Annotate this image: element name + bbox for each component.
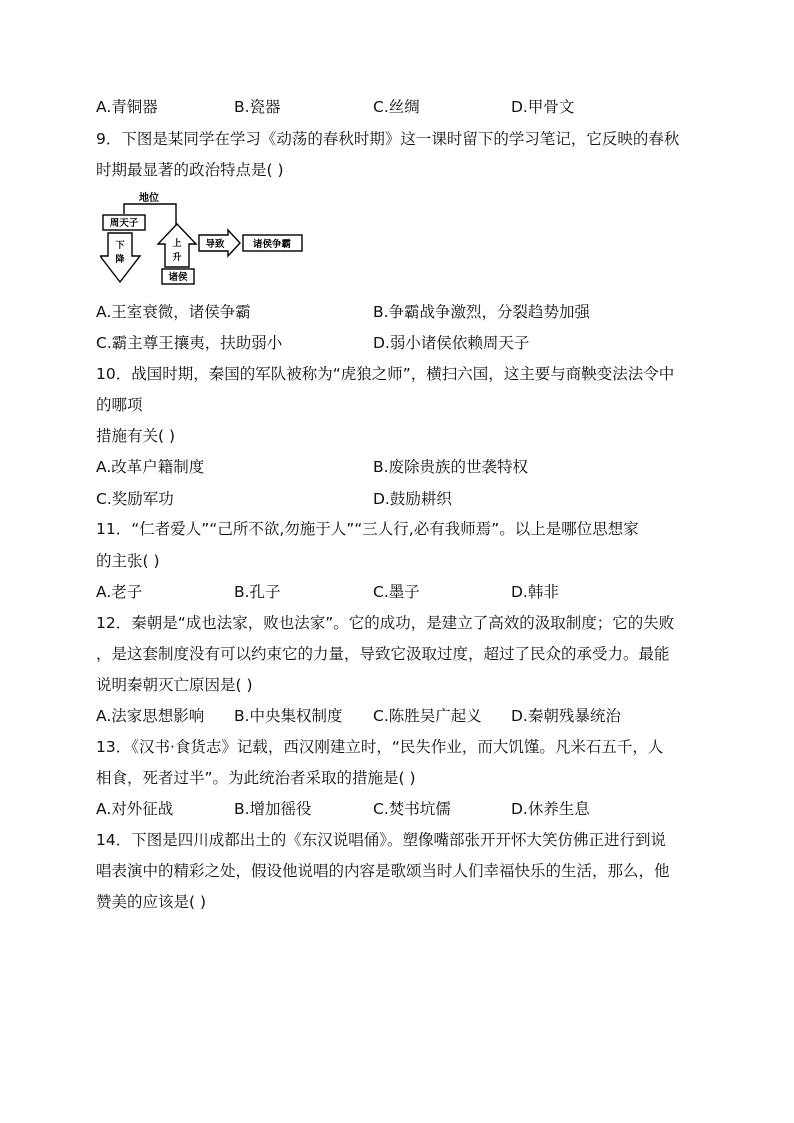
q10-stem-line3: 措施有关( ) — [96, 427, 176, 445]
q12-option-d: D.秦朝残暴统治 — [511, 707, 621, 725]
q10-stem-line1: 10．战国时期，秦国的军队被称为“虎狼之师”，横扫六国，这主要与商鞅变法法令中 — [96, 365, 675, 383]
q13-option-d: D.休养生息 — [511, 800, 590, 818]
q13-option-c: C.焚书坑儒 — [373, 800, 451, 818]
q9-diagram — [100, 190, 305, 286]
q9-option-a: A.王室衰微，诸侯争霸 — [96, 303, 251, 321]
q13-stem-line2: 相食，死者过半”。为此统治者采取的措施是( ) — [96, 769, 416, 787]
down-arrow-char1: 下 — [115, 241, 125, 251]
q11-option-d: D.韩非 — [511, 583, 559, 601]
q14-stem-line1: 14．下图是四川成都出土的《东汉说唱俑》。塑像嘴部张开开怀大笑仿佛正进行到说 — [96, 831, 666, 849]
q10-option-d: D.鼓励耕织 — [373, 490, 452, 508]
q10-option-b: B.废除贵族的世袭特权 — [373, 458, 529, 476]
q10-option-a: A.改革户籍制度 — [96, 458, 205, 476]
q9-option-d: D.弱小诸侯依赖周天子 — [373, 334, 530, 352]
q12-option-c: C.陈胜吴广起义 — [373, 707, 482, 725]
cause-label: 导致 — [205, 239, 225, 250]
q11-option-c: C.墨子 — [373, 583, 420, 601]
q8-option-c: C.丝绸 — [373, 98, 420, 116]
q9-option-c: C.霸主尊王攘夷，扶助弱小 — [96, 334, 283, 352]
emperor-label: 周天子 — [109, 218, 139, 229]
q12-stem-line3: 说明秦朝灭亡原因是( ) — [96, 676, 253, 694]
q8-option-d: D.甲骨文 — [511, 98, 575, 116]
q12-option-a: A.法家思想影响 — [96, 707, 205, 725]
lords-label: 诸侯 — [168, 272, 188, 283]
q10-option-c: C.奖励军功 — [96, 490, 174, 508]
q13-option-b: B.增加徭役 — [234, 800, 312, 818]
q9-option-b: B.争霸战争激烈，分裂趋势加强 — [373, 303, 591, 321]
q12-stem-line1: 12．秦朝是“成也法家，败也法家”。它的成功，是建立了高效的汲取制度；它的失败 — [96, 614, 675, 632]
up-arrow-char2: 升 — [172, 253, 182, 263]
q8-option-a: A.青铜器 — [96, 98, 158, 116]
q9-stem-line2: 时期最显著的政治特点是( ) — [96, 161, 284, 179]
q14-stem-line3: 赞美的应该是( ) — [96, 893, 207, 911]
up-arrow-char1: 上 — [172, 239, 182, 249]
q13-stem-line1: 13．《汉书·食货志》记载，西汉刚建立时，“民失作业，而大饥馑。凡米石五千，人 — [96, 738, 664, 756]
q13-option-a: A.对外征战 — [96, 800, 174, 818]
q11-stem-line1: 11．“仁者爱人”“己所不欲,勿施于人”“三人行,必有我师焉”。以上是哪位思想家 — [96, 520, 639, 538]
q9-stem-line1: 9．下图是某同学在学习《动荡的春秋时期》这一课时留下的学习笔记，它反映的春秋 — [96, 130, 680, 148]
q12-option-b: B.中央集权制度 — [234, 707, 343, 725]
q8-option-b: B.瓷器 — [234, 98, 281, 116]
q11-option-b: B.孔子 — [234, 583, 281, 601]
down-arrow-char2: 降 — [115, 255, 125, 265]
q10-stem-line2: 的哪项 — [96, 396, 143, 414]
q14-stem-line2: 唱表演中的精彩之处，假设他说唱的内容是歌颂当时人们幸福快乐的生活，那么，他 — [96, 862, 670, 880]
q11-stem-line2: 的主张( ) — [96, 552, 160, 570]
hegemony-label: 诸侯争霸 — [252, 239, 292, 250]
diagram-top-label: 地位 — [139, 193, 159, 204]
q12-stem-line2: ，是这套制度没有可以约束它的力量，导致它汲取过度，超过了民众的承受力。最能 — [96, 645, 670, 663]
q11-option-a: A.老子 — [96, 583, 143, 601]
